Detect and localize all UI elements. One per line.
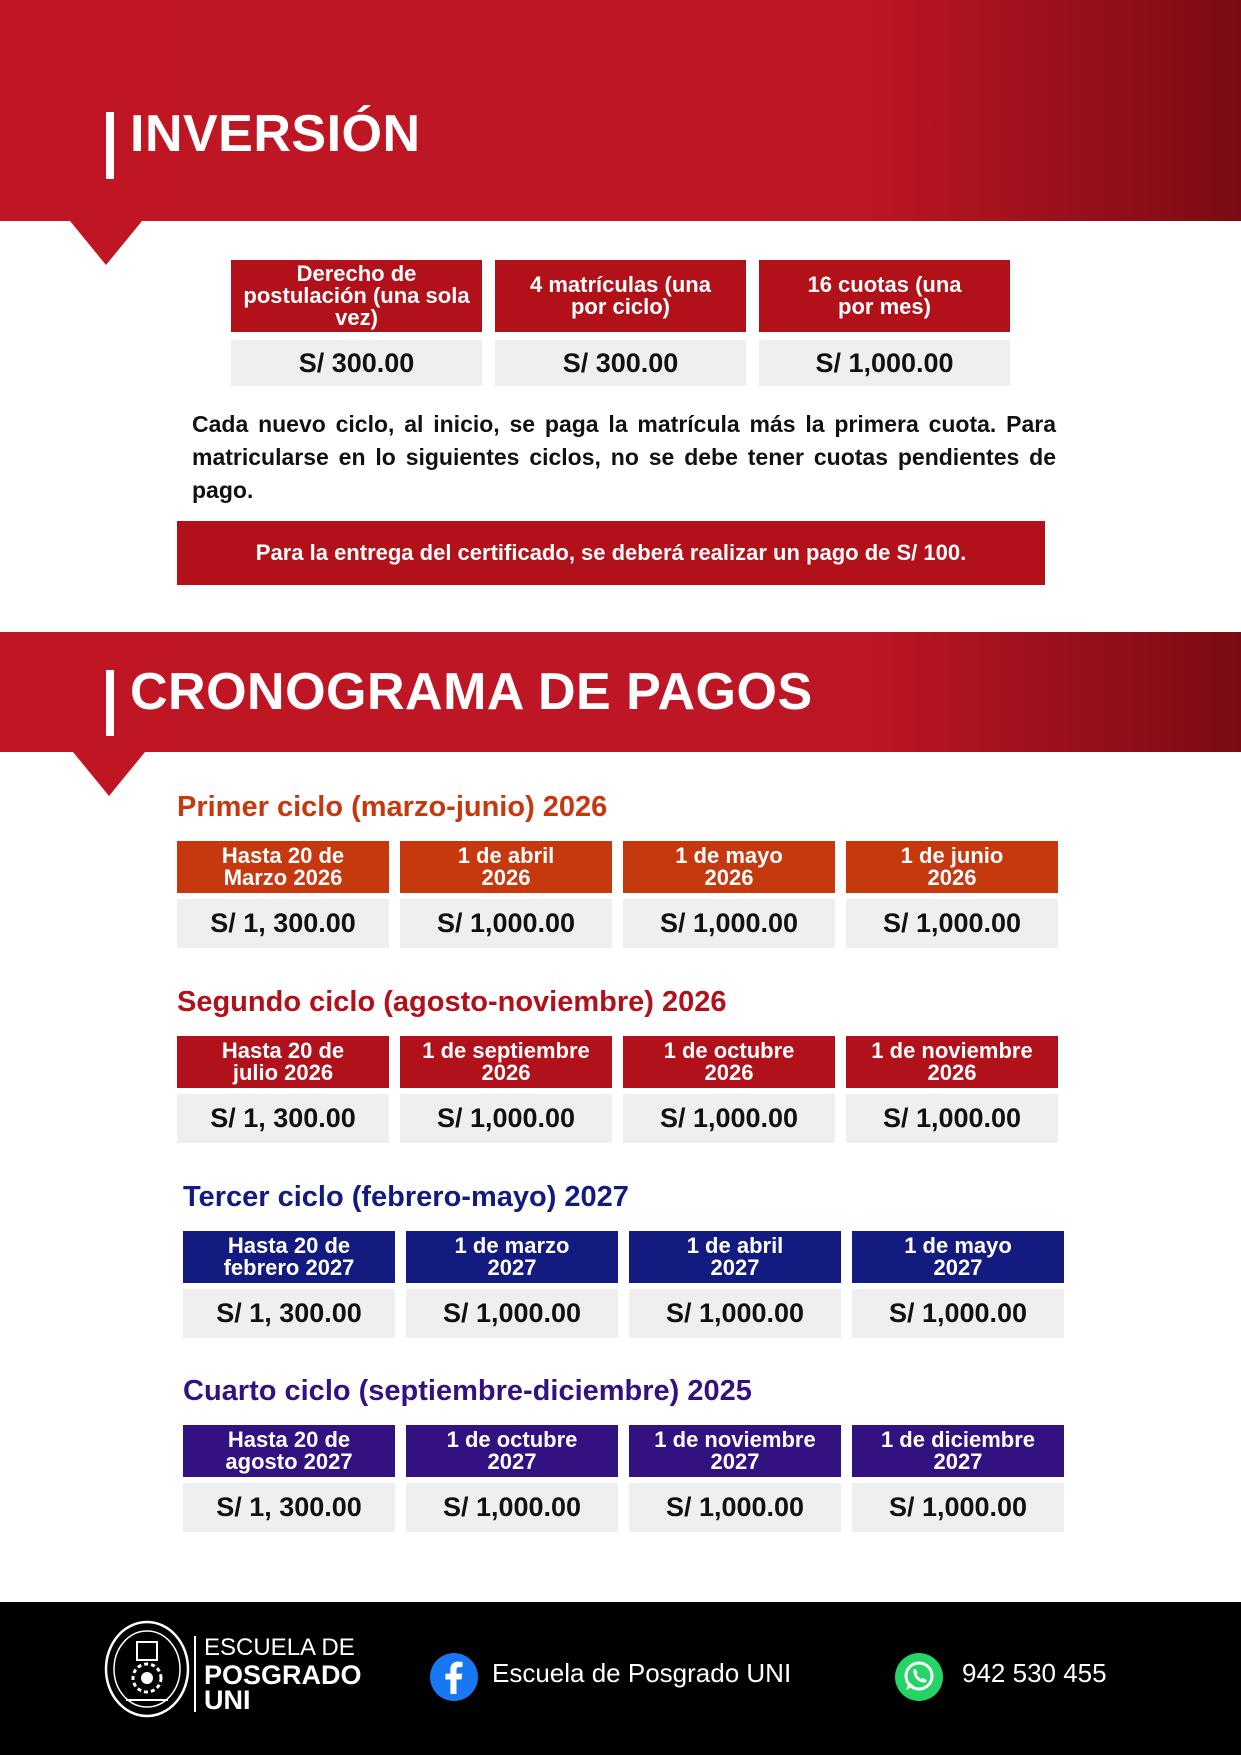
date-line: 2026: [481, 1060, 531, 1085]
whatsapp-phone[interactable]: 942 530 455: [962, 1658, 1107, 1688]
cycle-2-date-3: [623, 1036, 835, 1088]
date-line: 2027: [933, 1449, 983, 1474]
cycle-4-amount-2: S/ 1,000.00: [406, 1483, 618, 1532]
cycle-3-amount-4: S/ 1,000.00: [852, 1289, 1064, 1338]
cycle-4-date-1: [183, 1425, 395, 1477]
date-line: 1 de noviembre: [871, 1038, 1033, 1063]
date-line: agosto 2027: [225, 1449, 353, 1474]
cycle-4-title: Cuarto ciclo (septiembre-diciembre) 2025: [183, 1375, 752, 1407]
school-name-line-1: ESCUELA DE: [204, 1634, 355, 1661]
date-line: Hasta 20 de: [227, 1233, 351, 1258]
date-line: 1 de diciembre: [880, 1427, 1036, 1452]
date-line: 1 de septiembre: [422, 1038, 590, 1063]
school-name-line-2: POSGRADO: [204, 1660, 362, 1690]
school-name-line-3: UNI: [204, 1685, 251, 1715]
facebook-icon[interactable]: [429, 1652, 479, 1702]
investment-price-postulacion: S/ 300.00: [231, 340, 482, 386]
cycle-2-date-2: [400, 1036, 612, 1088]
cycle-1-title: Primer ciclo (marzo-junio) 2026: [177, 791, 608, 823]
cycle-3-amount-3: S/ 1,000.00: [629, 1289, 841, 1338]
date-line: 1 de mayo: [904, 1233, 1012, 1258]
cycle-1-amount-3: S/ 1,000.00: [623, 899, 835, 948]
inversion-title: INVERSIÓN: [130, 105, 421, 163]
cronograma-title: CRONOGRAMA DE PAGOS: [130, 663, 813, 721]
date-line: febrero 2027: [223, 1255, 355, 1280]
whatsapp-icon[interactable]: [894, 1652, 944, 1702]
cycle-4-amount-3: S/ 1,000.00: [629, 1483, 841, 1532]
payment-rules-paragraph: Cada nuevo ciclo, al inicio, se paga la matrícula más la primera cuota. Para matricularse en lo siguientes ciclos, no se debe tener cuotas pendientes de pago.: [192, 411, 1056, 503]
cycle-3-title: Tercer ciclo (febrero-mayo) 2027: [183, 1181, 629, 1213]
cycle-4-date-3: [629, 1425, 841, 1477]
date-line: 2027: [710, 1449, 760, 1474]
title-accent-bar: [106, 112, 114, 179]
cycle-1-date-3: [623, 841, 835, 893]
cycle-1-amount-4: S/ 1,000.00: [846, 899, 1058, 948]
cronograma-banner: [0, 632, 1241, 752]
date-line: Marzo 2026: [223, 865, 343, 890]
cycle-1-amount-2: S/ 1,000.00: [400, 899, 612, 948]
date-line: 2026: [704, 865, 754, 890]
date-line: 1 de octubre: [446, 1427, 578, 1452]
cycle-1-date-1: [177, 841, 389, 893]
cycle-3-amount-1: S/ 1, 300.00: [183, 1289, 395, 1338]
date-line: 2026: [927, 1060, 977, 1085]
date-line: Hasta 20 de: [221, 1038, 345, 1063]
date-line: 1 de abril: [457, 843, 555, 868]
cycle-2-amount-4: S/ 1,000.00: [846, 1094, 1058, 1143]
cycle-2-date-4: [846, 1036, 1058, 1088]
facebook-page-name[interactable]: Escuela de Posgrado UNI: [492, 1658, 792, 1688]
date-line: Hasta 20 de: [227, 1427, 351, 1452]
date-line: 2026: [927, 865, 977, 890]
date-line: 2027: [487, 1255, 537, 1280]
cycle-3-date-4: [852, 1231, 1064, 1283]
cycle-2-date-1: [177, 1036, 389, 1088]
date-line: 1 de noviembre: [654, 1427, 816, 1452]
date-line: 1 de marzo: [454, 1233, 570, 1258]
cycle-3-date-3: [629, 1231, 841, 1283]
cycle-3-date-1: [183, 1231, 395, 1283]
cycle-4-date-4: [852, 1425, 1064, 1477]
date-line: 2026: [481, 865, 531, 890]
cycle-2-title: Segundo ciclo (agosto-noviembre) 2026: [177, 986, 727, 1018]
logo-divider: [194, 1636, 196, 1712]
date-line: 1 de junio: [900, 843, 1004, 868]
banner-notch: [70, 221, 142, 265]
date-line: 1 de abril: [686, 1233, 784, 1258]
cycle-4-date-2: [406, 1425, 618, 1477]
cycle-2-amount-2: S/ 1,000.00: [400, 1094, 612, 1143]
date-line: 2027: [487, 1449, 537, 1474]
date-line: 1 de mayo: [675, 843, 783, 868]
investment-price-matriculas: S/ 300.00: [495, 340, 746, 386]
title-accent-bar: [106, 670, 114, 736]
cycle-4-amount-1: S/ 1, 300.00: [183, 1483, 395, 1532]
cycle-1-date-4: [846, 841, 1058, 893]
investment-label-postulacion: Derecho de postulación (una sola vez): [231, 260, 482, 332]
cycle-1-date-2: [400, 841, 612, 893]
cycle-1-amount-1: S/ 1, 300.00: [177, 899, 389, 948]
date-line: 2026: [704, 1060, 754, 1085]
cycle-2-amount-3: S/ 1,000.00: [623, 1094, 835, 1143]
date-line: 1 de octubre: [663, 1038, 795, 1063]
date-line: julio 2026: [232, 1060, 334, 1085]
university-seal-icon: [104, 1620, 190, 1718]
date-line: 2027: [710, 1255, 760, 1280]
investment-label-matriculas: 4 matrículas (una por ciclo): [495, 260, 746, 332]
inversion-banner: [0, 0, 1241, 221]
investment-price-cuotas: S/ 1,000.00: [759, 340, 1010, 386]
cycle-2-amount-1: S/ 1, 300.00: [177, 1094, 389, 1143]
date-line: 2027: [933, 1255, 983, 1280]
certificate-notice: Para la entrega del certificado, se deberá realizar un pago de S/ 100.: [177, 521, 1045, 585]
date-line: Hasta 20 de: [221, 843, 345, 868]
cycle-3-date-2: [406, 1231, 618, 1283]
cycle-4-amount-4: S/ 1,000.00: [852, 1483, 1064, 1532]
banner-notch: [73, 752, 145, 796]
investment-label-cuotas: 16 cuotas (una por mes): [759, 260, 1010, 332]
cycle-3-amount-2: S/ 1,000.00: [406, 1289, 618, 1338]
